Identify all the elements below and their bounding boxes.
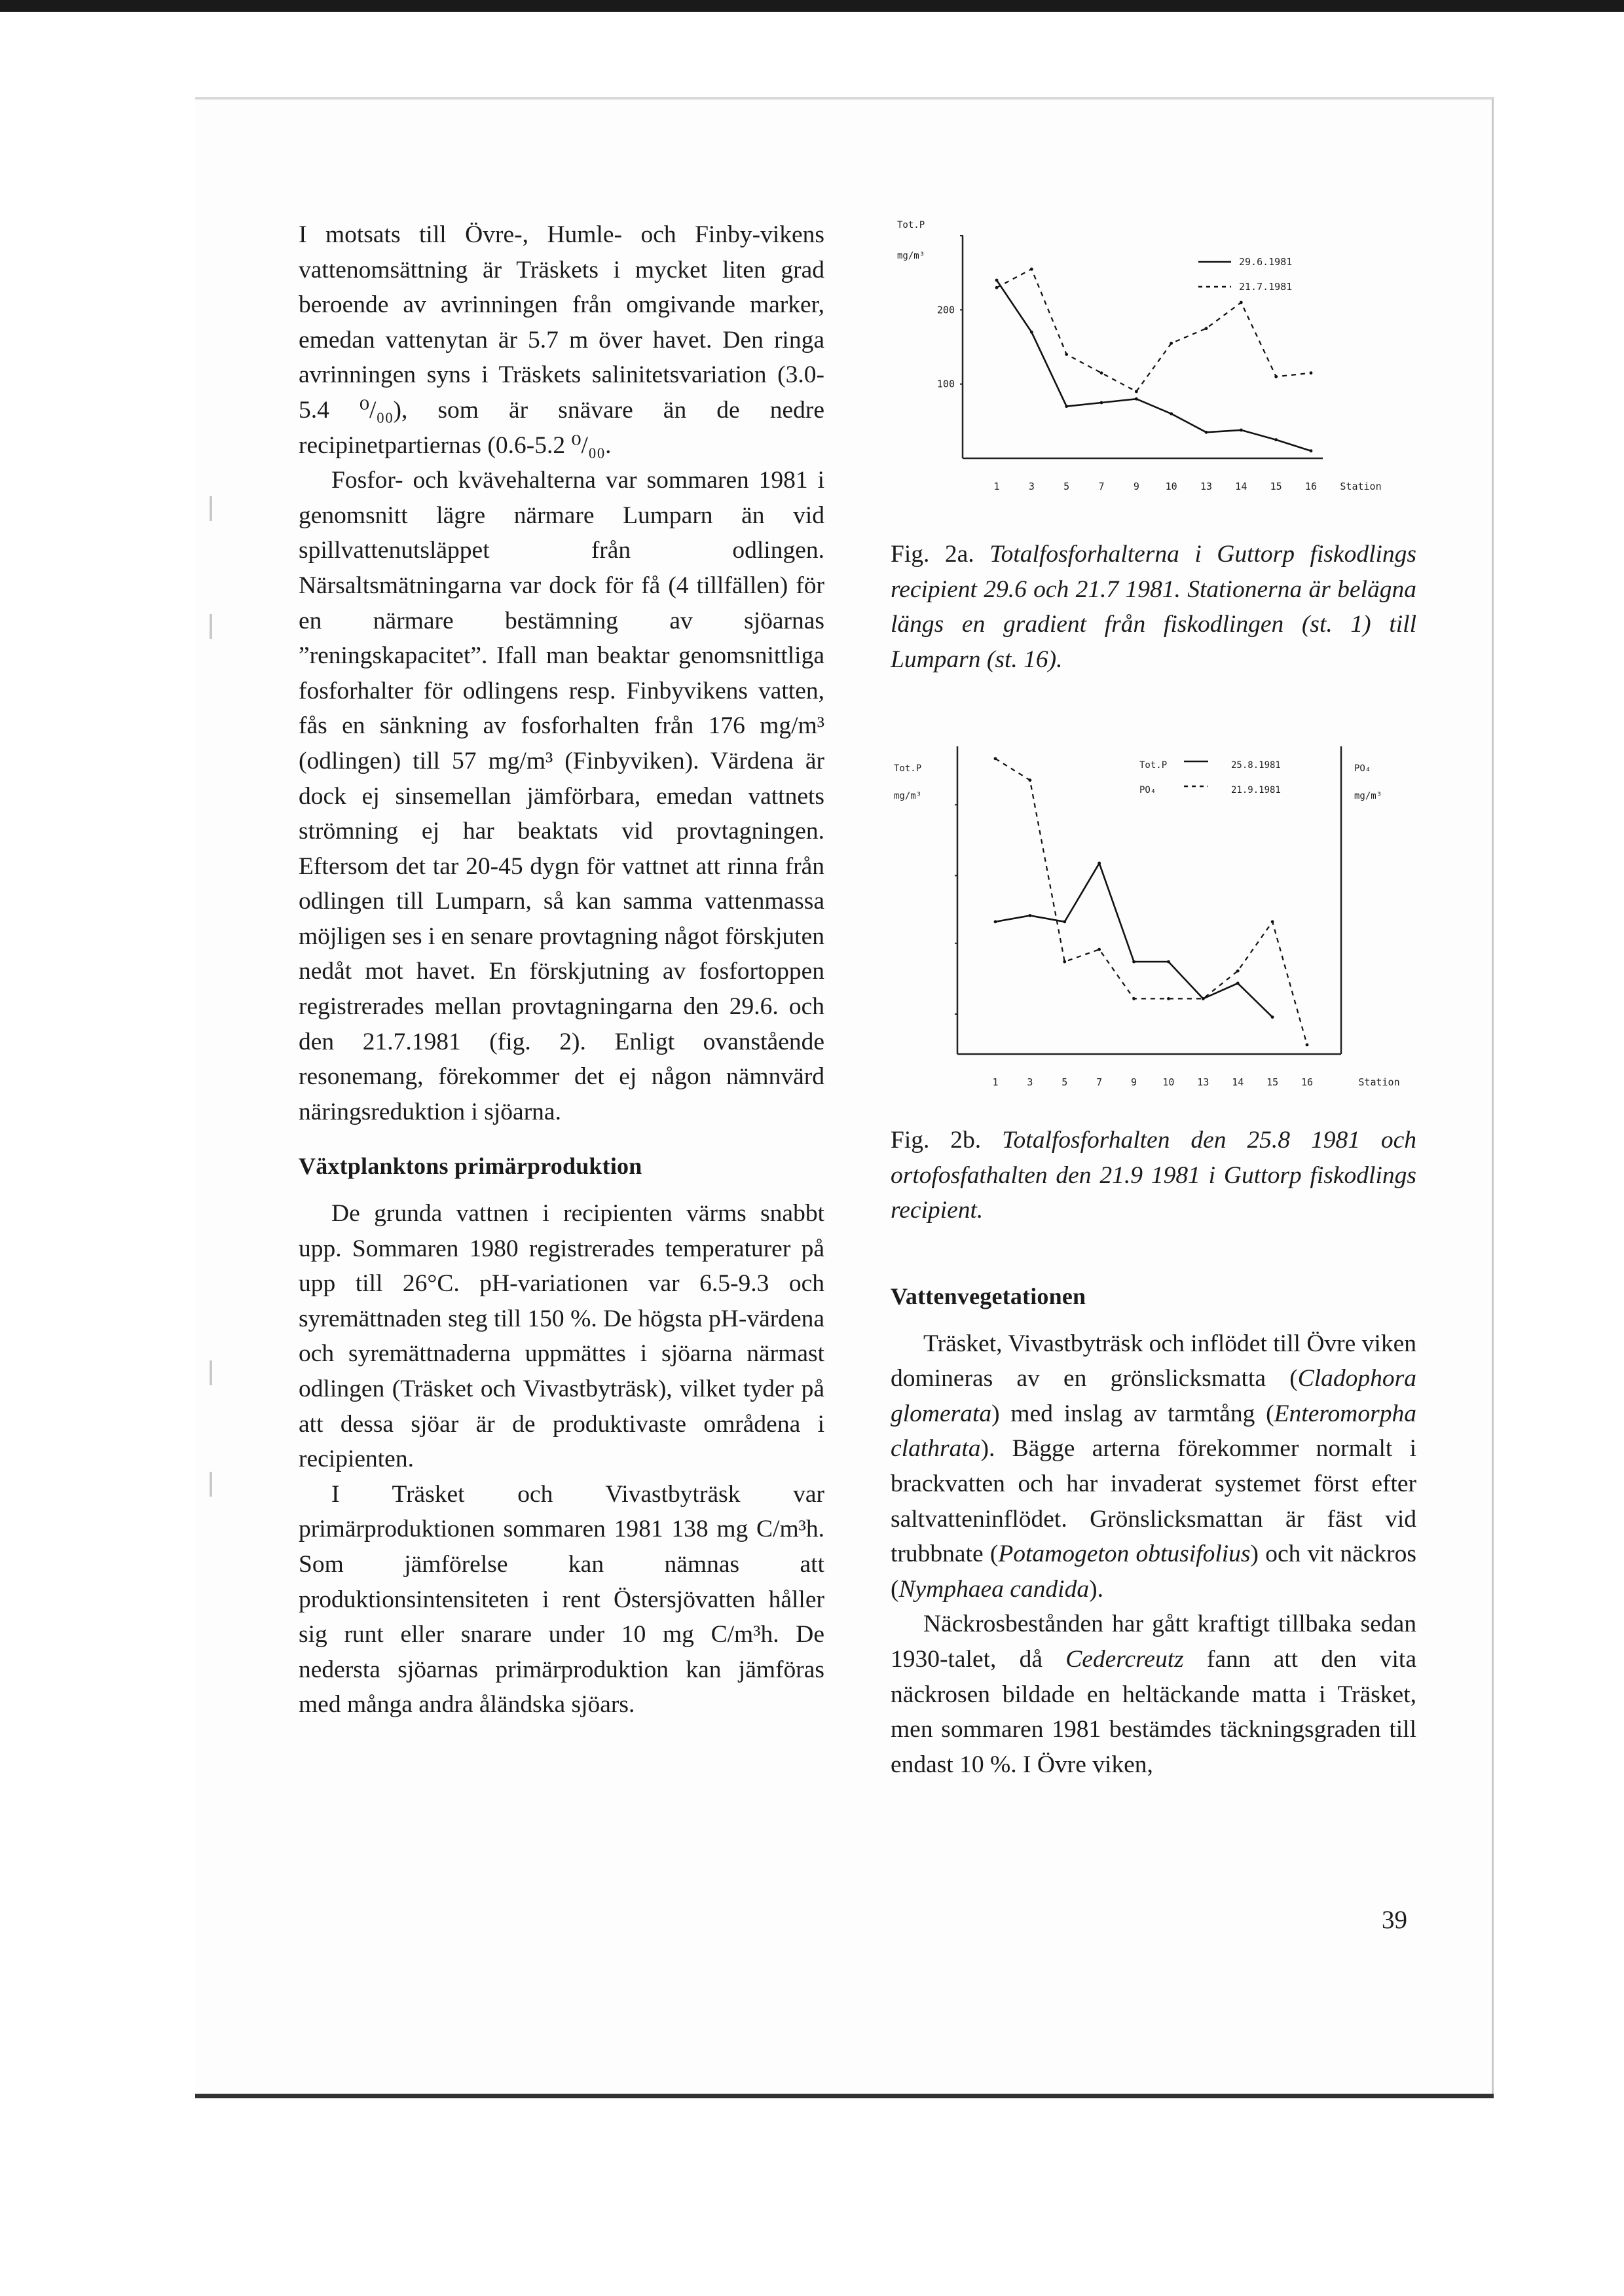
data-point [1132, 960, 1135, 964]
data-point [994, 757, 997, 760]
paragraph-nutrients: Fosfor- och kvävehalterna var sommaren 1981 i genomsnitt lägre närmare Lumparn än vid spillvattenutsläppet från odlingen. Närsaltsmätningarna var dock för få (4 tillfällen) för en närmare bestämning av sjöarnas ”reningskapacitet”. Ifall man beaktar genomsnittliga fosforhalter för odlingens resp. Finbyvikens vatten, fås en sänkning av fosforhalten från 176 mg/m³ (odlingen) till 57 mg/m³ (Finbyviken). Värdena är dock ej sinsemellan jämförbara, emedan vattnets strömning ej har beaktats vid provtagningen. Eftersom det tar 20-45 dygn för vattnet att rinna från odlingen till Lumparn, så kan samma vattenmassa möjligen ses i en senare provtagning något förskjuten nedåt mot havet. En förskjutning av fosfortoppen registrerades mellan provtagningarna den 29.6. och den 21.7.1981 (fig. 2). Enligt ovanstående resonemang, förekommer det ej någon nämnvärd näringsreduktion i sjöarna. [299, 467, 824, 1125]
x-axis-label: Station [1358, 1076, 1400, 1088]
x-tick-label: 5 [1061, 1076, 1068, 1088]
data-point [1100, 371, 1103, 374]
paragraph-vegetation [891, 1326, 1416, 1607]
data-point [1170, 412, 1173, 416]
figure-2a-label: Fig. 2a. [891, 541, 974, 568]
figure-2b-caption [891, 1123, 1416, 1228]
scan-top-edge [0, 0, 1624, 12]
x-tick-label: 15 [1266, 1076, 1279, 1088]
page-bottom-edge [195, 2094, 1494, 2098]
data-point [1167, 997, 1170, 1000]
y-axis-label: Tot.P [897, 220, 925, 230]
page-number: 39 [1382, 1906, 1407, 1934]
data-point [994, 920, 997, 924]
data-point [1135, 390, 1138, 393]
figure-2a-chart [877, 210, 1428, 511]
binding-mark [210, 496, 212, 521]
data-point [1202, 997, 1205, 1000]
paragraph-water-lily [891, 1607, 1416, 1782]
x-tick-label: 7 [1098, 481, 1105, 492]
y-tick-label: 100 [936, 378, 955, 390]
x-tick-label: 13 [1200, 481, 1213, 492]
data-point [1063, 920, 1066, 924]
x-tick-label: 14 [1232, 1076, 1244, 1088]
data-point [1065, 353, 1068, 356]
text-run: fann att den vita näckrosen bildade en heltäckande matta i Träsket, men sommaren 1981 bestämdes täckningsgraden till endast 10 %. I Övre viken, [891, 1645, 1416, 1778]
figure-2b-caption-text: Totalfosforhalten den 25.8 1981 och ortofosfathalten den 21.9 1981 i Guttorp fiskodlings recipient. [891, 1127, 1416, 1224]
author-name: Cedercreutz [1065, 1645, 1184, 1673]
figure-2b-label: Fig. 2b. [891, 1127, 982, 1154]
binding-mark [210, 1360, 212, 1385]
text-run: ) med inslag av tarmtång ( [991, 1400, 1274, 1427]
x-tick-label: 3 [1027, 1076, 1033, 1088]
species-name: Enteromorpha clathrata [891, 1400, 1416, 1463]
data-point [1132, 997, 1135, 1000]
y-axis-unit: mg/m³ [894, 791, 922, 801]
data-point [1167, 960, 1170, 964]
x-tick-label: 14 [1235, 481, 1247, 492]
data-point [1271, 1015, 1274, 1019]
data-point [1098, 862, 1101, 865]
x-tick-label: 1 [992, 1076, 999, 1088]
data-point [1030, 268, 1033, 271]
data-point [1030, 331, 1033, 334]
x-tick-label: 9 [1131, 1076, 1137, 1088]
figure-2a-caption [891, 537, 1416, 677]
paragraph-production: I Träsket och Vivastbyträsk var primärproduktionen sommaren 1981 138 mg C/m³h. Som jämförelse kan nämnas att produktionsintensiteten i rent Östersjövatten håller sig runt eller snarare under 10 mg C/m³h. De nedersta sjöarnas primärproduktion kan jämföras med många andra åländska sjöars. [299, 1480, 824, 1719]
text-run: Näckrosbestånden har gått kraftigt tillbaka sedan 1930-talet, då [891, 1611, 1416, 1673]
data-point [1274, 375, 1278, 378]
text-run: ) och vit näckros ( [891, 1540, 1416, 1603]
data-point [1306, 1044, 1309, 1047]
data-point [1240, 301, 1243, 304]
x-tick-label: 10 [1165, 481, 1177, 492]
legend-label: 29.6.1981 [1239, 256, 1293, 268]
x-tick-label: 16 [1301, 1076, 1314, 1088]
y-tick-label: 200 [936, 304, 955, 316]
data-point [1098, 948, 1101, 951]
figure-2a-caption-text: Totalfosforhalterna i Guttorp fiskodlings recipient 29.6 och 21.7 1981. Stationerna är belägna längs en gradient från fiskodlingen (st. 1) till Lumparn (st. 16). [891, 541, 1417, 673]
data-point [1271, 920, 1274, 924]
data-point [1310, 371, 1313, 374]
legend-label: 21.9.1981 [1231, 785, 1281, 795]
data-point [1205, 431, 1208, 434]
data-point [1236, 982, 1240, 985]
data-point [1240, 429, 1243, 432]
species-name: Cladophora glomerata [891, 1365, 1416, 1427]
x-tick-label: 16 [1304, 481, 1318, 492]
y-axis-right-unit: mg/m³ [1354, 791, 1382, 801]
series-line-2 [995, 759, 1307, 1045]
section-heading-vegetation: Vattenvegetationen [891, 1283, 1086, 1309]
binding-mark [210, 1472, 212, 1497]
data-point [1028, 778, 1031, 782]
x-tick-label: 15 [1270, 481, 1282, 492]
x-tick-label: 1 [993, 481, 1000, 492]
species-name: Potamogeton obtusifolius [998, 1540, 1251, 1568]
y-axis-unit: mg/m³ [897, 251, 925, 261]
legend-label: 21.7.1981 [1239, 281, 1293, 293]
x-tick-label: 10 [1162, 1076, 1175, 1088]
text-run: ). [1089, 1575, 1103, 1603]
species-name: Nymphaea candida [898, 1575, 1090, 1603]
figure-2b-chart [877, 733, 1428, 1087]
data-point [1028, 914, 1031, 917]
section-heading-primary-production: Växtplanktons primärproduktion [299, 1153, 642, 1180]
data-point [1135, 397, 1138, 401]
left-column [299, 217, 824, 1722]
x-tick-label: 13 [1197, 1076, 1209, 1088]
x-tick-label: 5 [1063, 481, 1070, 492]
binding-mark [210, 614, 212, 639]
data-point [1310, 449, 1313, 452]
x-tick-label: 7 [1096, 1076, 1103, 1088]
y-axis-right-label: PO₄ [1354, 763, 1371, 774]
legend-series-label: PO₄ [1139, 785, 1156, 795]
data-point [1205, 327, 1208, 330]
series-line-1 [995, 864, 1272, 1017]
right-column [891, 1279, 1416, 1782]
data-point [995, 286, 999, 289]
x-tick-label: 3 [1028, 481, 1035, 492]
data-point [1274, 438, 1278, 441]
legend-label: 25.8.1981 [1231, 760, 1281, 771]
legend-series-label: Tot.P [1139, 760, 1168, 771]
text-run: ). Bägge arterna förekommer normalt i brackvatten och har invaderat systemet först efter saltvatteninflödet. Grönslicksmattan är fäst vid trubbnate ( [891, 1435, 1416, 1568]
paragraph-temperature: De grunda vattnen i recipienten värms snabbt upp. Sommaren 1980 registrerades temperaturer på upp till 26°C. pH-variationen var 6.5-9.3 och syremättnaden steg till 150 %. De högsta pH-värdena och syremättnaderna uppmättes i sjöarna närmast odlingen (Träsket och Vivastbyträsk), vilket tyder på att dessa sjöar är de produktivaste områdena i recipienten. [299, 1200, 824, 1473]
x-axis-label: Station [1340, 481, 1382, 492]
x-tick-label: 9 [1133, 481, 1139, 492]
data-point [1063, 960, 1066, 964]
y-axis-label: Tot.P [894, 763, 922, 774]
text-run: Träsket, Vivastbyträsk och inflödet till Övre viken domineras av en grönslicksmatta ( [891, 1330, 1416, 1393]
paragraph-salinity: I motsats till Övre-, Humle- och Finby-vikens vattenomsättning är Träskets i mycket liten grad beroende av avrinningen från omgivande marker, emedan vattenytan är 5.7 m över havet. Den ringa avrinningen syns i Träskets salinitetsvariation (3.0-5.4 ⁰/₀₀), som är snävare än de nedre recipinetpartiernas (0.6-5.2 ⁰/₀₀. [299, 221, 824, 459]
data-point [1065, 405, 1068, 408]
data-point [1236, 970, 1240, 973]
data-point [1170, 342, 1173, 345]
series-line-1 [997, 280, 1311, 451]
data-point [1100, 401, 1103, 405]
data-point [995, 279, 999, 282]
